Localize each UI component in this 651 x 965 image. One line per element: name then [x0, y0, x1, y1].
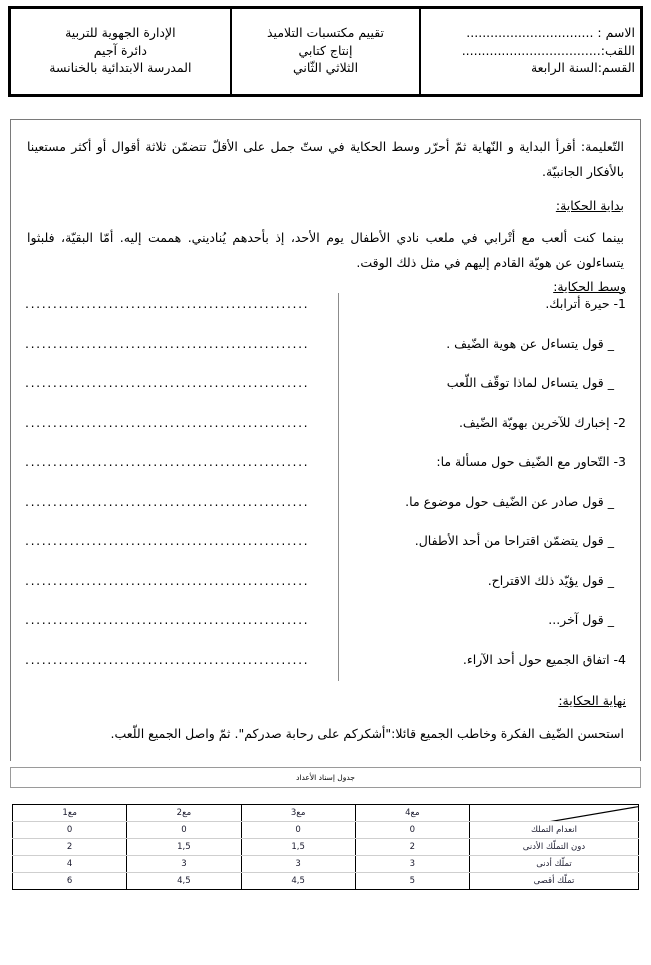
column-divider: [338, 293, 339, 681]
prompt-row: [25, 415, 626, 455]
prompt-row: [25, 375, 626, 415]
answer-line[interactable]: ...................................................: [25, 612, 310, 627]
answer-line[interactable]: ...................................................: [25, 335, 310, 351]
score-table-row: [13, 856, 639, 873]
score-cell: 4: [13, 856, 127, 873]
score-table-wrapper: [12, 804, 639, 890]
score-column-header: مع3: [241, 805, 355, 822]
district-line: دائرة آجيم: [93, 42, 147, 58]
story-middle-heading-row: [25, 279, 626, 294]
score-column-header: مع4: [355, 805, 469, 822]
answer-line[interactable]: ...................................................: [25, 493, 310, 509]
score-cell: 4,5: [127, 873, 241, 890]
prompt-label: _ قول صادر عن الضّيف حول موضوع ما.: [405, 493, 614, 509]
score-table-caption: جدول إسناد الأعداد: [10, 767, 641, 788]
score-cell: 0: [13, 822, 127, 839]
exam-title-line: تقييم مكتسبات التلاميذ: [267, 24, 385, 40]
answer-line[interactable]: ...................................................: [25, 414, 310, 430]
score-cell: 2: [355, 839, 469, 856]
prompt-row: [25, 336, 626, 376]
prompt-label: _ قول يؤيّد ذلك الاقتراح.: [487, 572, 614, 588]
story-begin-heading: بداية الحكاية:: [555, 198, 624, 213]
prompt-row: [25, 494, 626, 534]
score-table-corner-cell: [469, 805, 638, 822]
score-table-row: [13, 873, 639, 890]
prompt-label: 2- إخبارك للآخرين بهويّة الضّيف.: [458, 414, 626, 430]
score-cell: 3: [127, 856, 241, 873]
regional-directorate-line: الإدارة الجهوية للتربية: [65, 24, 176, 40]
score-table-header-row: [13, 805, 639, 822]
pupil-surname-field: اللقب:...................................: [461, 42, 635, 58]
prompt-rows-container: [25, 296, 626, 691]
score-row-label: انعدام التملك: [469, 822, 638, 839]
pupil-class-field: القسم:السنة الرابعة: [530, 60, 635, 76]
pupil-name-field: الاسم : ................................: [466, 24, 635, 40]
document-header: [0, 0, 651, 97]
work-area: [25, 279, 626, 708]
score-cell: 3: [241, 856, 355, 873]
header-cell-school-info: [10, 8, 231, 96]
prompt-row: [25, 652, 626, 692]
score-column-header: مع1: [13, 805, 127, 822]
score-cell: 4,5: [241, 873, 355, 890]
score-cell: 6: [13, 873, 127, 890]
story-end-heading: نهاية الحكاية:: [558, 693, 626, 708]
answer-line[interactable]: ...................................................: [25, 296, 310, 311]
story-begin-text: بينما كنت ألعب مع أتْرابي في ملعب نادي الأطفال يوم الأحد، إذ بأحدهم يُناديني. هممت إليه. أمّا البقيّة، فلبثوا يتساءلون عن هويّة القادم إليهم في مثل ذلك الوقت.: [27, 230, 624, 270]
score-row-label: تملّك أدنى: [469, 856, 638, 873]
score-cell: 3: [355, 856, 469, 873]
footer-cut-text: [0, 956, 651, 965]
score-cell: 0: [355, 822, 469, 839]
prompt-row: [25, 533, 626, 573]
worksheet-body: [10, 119, 641, 761]
score-column-header: مع2: [127, 805, 241, 822]
header-row: [10, 8, 642, 96]
score-table-row: [13, 822, 639, 839]
prompt-label: _ قول يتساءل لماذا توقّف اللّعب: [446, 375, 614, 390]
answer-line[interactable]: ...................................................: [25, 572, 310, 588]
prompt-label: _ قول يتساءل عن هوية الضّيف .: [446, 335, 614, 351]
score-cell: 5: [355, 873, 469, 890]
header-cell-pupil-info: [420, 8, 641, 96]
prompt-row: [25, 573, 626, 613]
prompt-label: 1- حيرة أترابك.: [545, 296, 626, 311]
prompt-row: [25, 612, 626, 652]
score-cell: 0: [127, 822, 241, 839]
score-cell: 1,5: [241, 839, 355, 856]
answer-line[interactable]: ...................................................: [25, 454, 310, 469]
story-end-text: استحسن الضّيف الفكرة وخاطب الجميع قائلا:"أشكركم على رحابة صدركم". ثمّ واصل الجميع اللّعب.: [110, 726, 624, 741]
score-table-row: [13, 839, 639, 856]
header-table: [8, 6, 643, 97]
header-cell-exam-info: [231, 8, 421, 96]
answer-line[interactable]: ...................................................: [25, 533, 310, 548]
school-name-line: المدرسة الابتدائية بالخنانسة: [49, 60, 192, 76]
answer-line[interactable]: ...................................................: [25, 651, 310, 667]
score-cell: 1,5: [127, 839, 241, 856]
score-row-label: دون التملّك الأدنى: [469, 839, 638, 856]
story-end-heading-row: [25, 693, 626, 708]
answer-line[interactable]: ...................................................: [25, 375, 310, 390]
score-table: [12, 804, 639, 890]
instruction-text: التّعليمة: أقرأ البداية و النّهاية ثمّ أحرّر وسط الحكاية في ستّ جمل على الأقلّ تتضمّن ثلاثة أقوال أو أكثر مستعينا بالأفكار الجانبيّة.: [27, 139, 624, 179]
exam-subject-line: إنتاج كتابي: [298, 42, 353, 58]
prompt-row: [25, 454, 626, 494]
prompt-row: [25, 296, 626, 336]
exam-term-line: الثلاثي الثّاني: [292, 60, 359, 76]
prompt-label: _ قول يتضمّن اقتراحا من أحد الأطفال.: [414, 533, 614, 548]
prompt-label: 4- اتفاق الجميع حول أحد الآراء.: [462, 651, 626, 667]
prompt-label: _ قول آخر...: [548, 612, 614, 627]
score-cell: 2: [13, 839, 127, 856]
score-cell: 0: [241, 822, 355, 839]
prompt-label: 3- التّحاور مع الضّيف حول مسألة ما:: [436, 454, 626, 469]
score-row-label: تملّك أقصى: [469, 873, 638, 890]
story-middle-heading: وسط الحكاية:: [553, 279, 626, 294]
